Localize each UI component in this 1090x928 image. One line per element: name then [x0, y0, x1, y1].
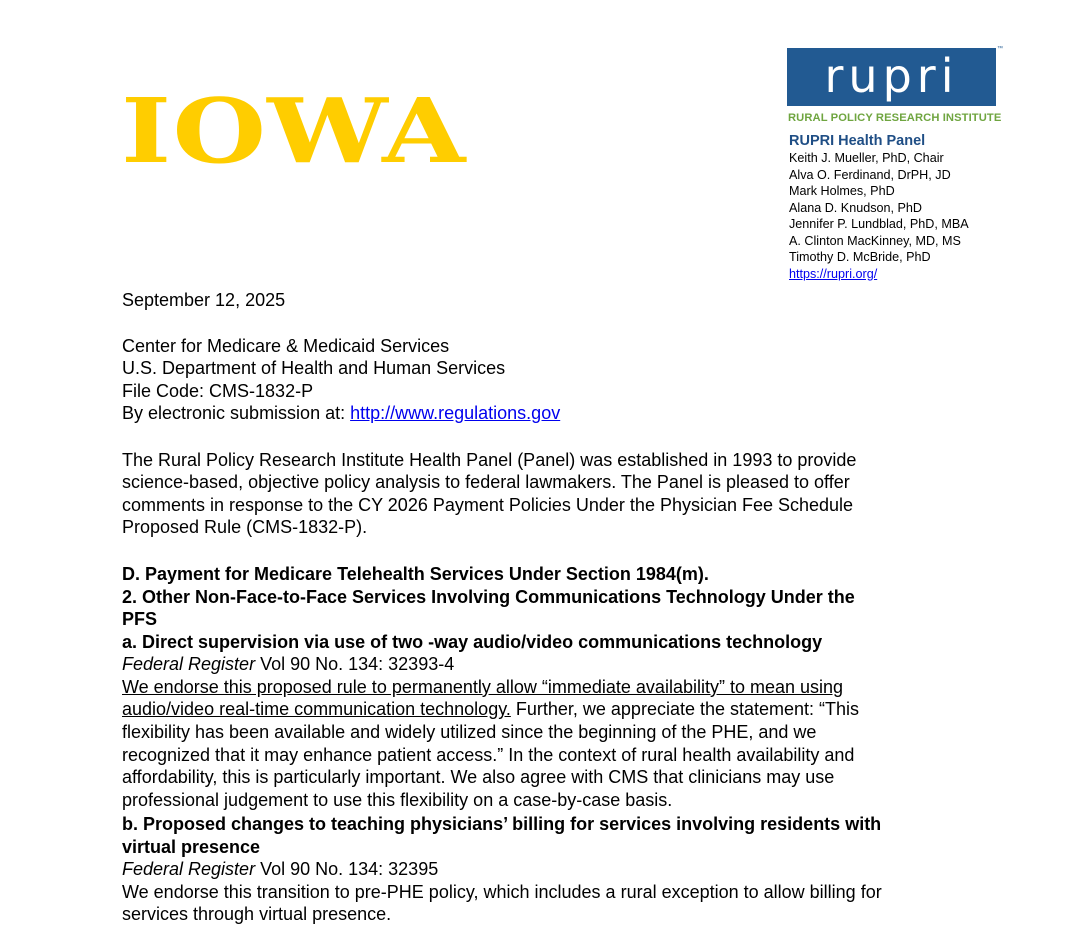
- item-b-heading: virtual presence: [122, 837, 261, 857]
- item-b-citation: [122, 858, 438, 880]
- intro-line: The Rural Policy Research Institute Health Panel (Panel) was established in 1993 to provide: [122, 450, 857, 470]
- item-a-line-rest: Further, we appreciate the statement: “This: [510, 699, 860, 719]
- citation-italic: Federal Register: [122, 859, 256, 879]
- intro-line: science-based, objective policy analysis to federal lawmakers. The Panel is pleased to offer: [122, 472, 850, 492]
- subsection-heading: 2. Other Non-Face-to-Face Services Involving Communications Technology Under the: [122, 587, 855, 607]
- submission-prefix: By electronic submission at:: [122, 403, 351, 423]
- item-a-underlined: We endorse this proposed rule to permanently allow “immediate availability” to mean using: [122, 677, 844, 697]
- letter-date: September 12, 2025: [122, 290, 286, 310]
- item-a-underlined-end: audio/video real-time communication technology.: [122, 699, 511, 719]
- panel-member: Alva O. Ferdinand, DrPH, JD: [789, 167, 951, 182]
- rupri-tagline: RURAL POLICY RESEARCH INSTITUTE: [788, 112, 1002, 124]
- rupri-website-link[interactable]: https://rupri.org/: [789, 266, 878, 281]
- panel-title: RUPRI Health Panel: [789, 133, 926, 149]
- intro-line: Proposed Rule (CMS-1832-P).: [122, 517, 368, 537]
- subsection-heading: PFS: [122, 609, 158, 629]
- recipient-line: U.S. Department of Health and Human Services: [122, 358, 506, 378]
- section-heading: D. Payment for Medicare Telehealth Services Under Section 1984(m).: [122, 564, 709, 584]
- item-a-citation: [122, 653, 454, 675]
- panel-member: Mark Holmes, PhD: [789, 184, 895, 198]
- item-a-body: flexibility has been available and widely utilized since the beginning of the PHE, and we: [122, 722, 817, 742]
- panel-member: Alana D. Knudson, PhD: [789, 200, 923, 215]
- panel-member: Keith J. Mueller, PhD, Chair: [789, 151, 944, 165]
- panel-member: Timothy D. McBride, PhD: [789, 250, 931, 264]
- recipient-line: Center for Medicare & Medicaid Services: [122, 336, 450, 356]
- citation-rest: Vol 90 No. 134: 32395: [255, 859, 439, 879]
- item-a-heading: a. Direct supervision via use of two -way audio/video communications technology: [122, 632, 823, 652]
- trademark-symbol: ™: [997, 46, 1003, 52]
- recipient-line: File Code: CMS-1832-P: [122, 381, 314, 401]
- item-b-heading: b. Proposed changes to teaching physicians’ billing for services involving residents with: [122, 814, 882, 834]
- citation-italic: Federal Register: [122, 654, 256, 674]
- item-a-body: recognized that it may enhance patient access.” In the context of rural health availability and: [122, 745, 855, 765]
- regulations-link[interactable]: http://www.regulations.gov: [350, 403, 561, 423]
- item-a-body: professional judgement to use this flexibility on a case-by-case basis.: [122, 790, 673, 810]
- panel-member: A. Clinton MacKinney, MD, MS: [789, 233, 961, 248]
- health-panel-list: [789, 132, 969, 282]
- rupri-logo: rupri: [787, 48, 996, 106]
- iowa-logo: IOWA: [121, 77, 467, 183]
- submission-line: [122, 402, 560, 424]
- citation-rest: Vol 90 No. 134: 32393-4: [255, 654, 455, 674]
- intro-line: comments in response to the CY 2026 Payment Policies Under the Physician Fee Schedule: [122, 495, 854, 515]
- item-b-body: We endorse this transition to pre-PHE policy, which includes a rural exception to allow billing for: [122, 882, 882, 902]
- panel-member: Jennifer P. Lundblad, PhD, MBA: [789, 217, 969, 231]
- item-a-line: [122, 698, 859, 720]
- item-a-body: affordability, this is particularly important. We also agree with CMS that clinicians may use: [122, 767, 835, 787]
- item-b-body: services through virtual presence.: [122, 904, 392, 924]
